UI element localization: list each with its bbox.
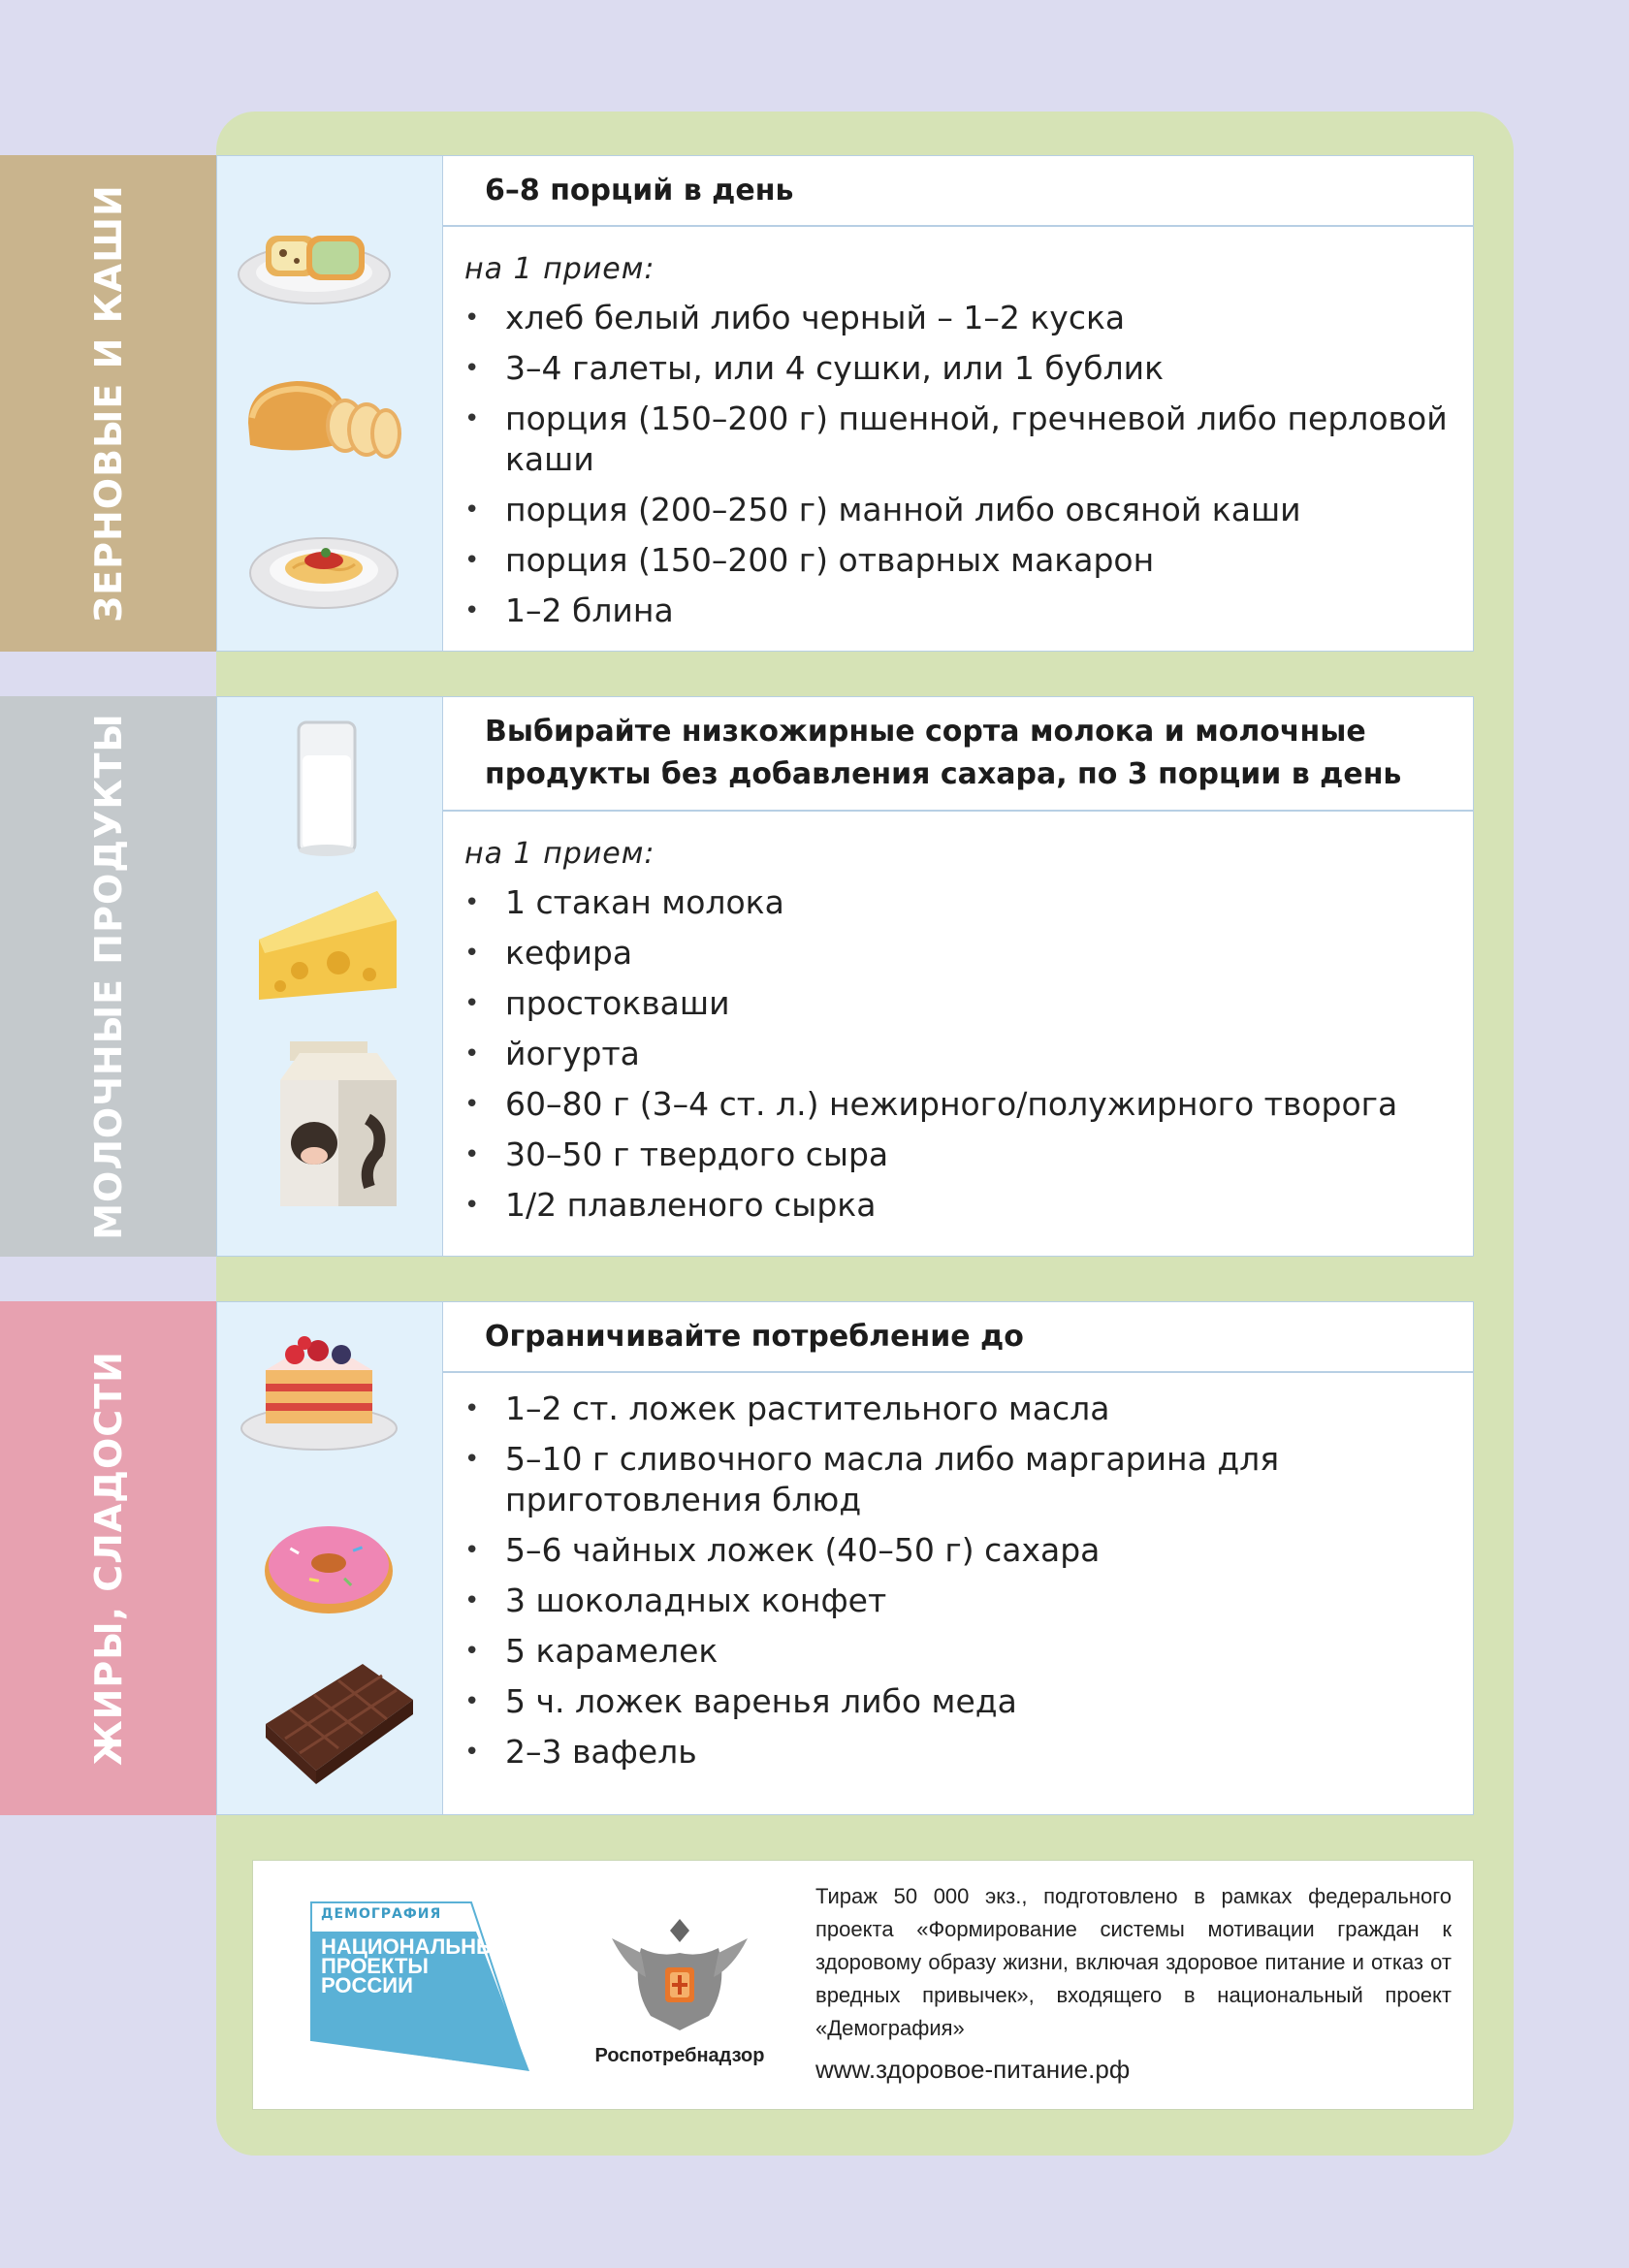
tab-dairy xyxy=(0,696,216,1257)
website-link[interactable]: www.здоровое-питание.рф xyxy=(815,2055,1131,2084)
logo-top-text: ДЕМОГРАФИЯ xyxy=(321,1906,442,1922)
icon-column-dairy xyxy=(216,696,443,1257)
milk-glass-icon xyxy=(293,717,361,862)
list-item: • 5–6 чайных ложек (40–50 г) сахара xyxy=(464,1530,1453,1571)
item-list xyxy=(443,882,1473,1226)
serving-subhead: на 1 прием: xyxy=(464,252,655,286)
card-fats-sweets xyxy=(443,1301,1474,1815)
tab-fats-sweets xyxy=(0,1301,216,1815)
rospotrebnadzor-emblem xyxy=(573,1900,786,2084)
list-item: • 30–50 г твердого сыра xyxy=(464,1134,1453,1175)
header-text: 6–8 порций в день xyxy=(485,173,794,208)
tab-label: ЖИРЫ, СЛАДОСТИ xyxy=(86,1351,130,1766)
agency-name: Роспотребнадзор xyxy=(594,2045,765,2066)
milk-carton-icon xyxy=(261,1032,406,1216)
list-item: • 5 карамелек xyxy=(464,1631,1453,1672)
item-list xyxy=(443,1389,1473,1773)
list-item: • 3 шоколадных конфет xyxy=(464,1581,1453,1621)
tab-grains xyxy=(0,155,216,652)
list-item: • 1 стакан молока xyxy=(464,882,1453,923)
list-item: • 5 ч. ложек варенья либо меда xyxy=(464,1681,1453,1722)
donut-icon xyxy=(261,1511,397,1617)
list-item: • кефира xyxy=(464,933,1453,974)
list-item: • порция (150–200 г) отварных макарон xyxy=(464,540,1453,581)
list-item: • 1/2 плавленого сырка xyxy=(464,1185,1453,1226)
list-item: • 5–10 г сливочного масла либо маргарина для приготовления блюд xyxy=(464,1439,1453,1520)
list-item: • хлеб белый либо черный – 1–2 куска xyxy=(464,298,1453,338)
list-item: • 1–2 блина xyxy=(464,591,1453,631)
icon-column-grains xyxy=(216,155,443,652)
toast-plate-icon xyxy=(237,214,392,311)
list-item: • 60–80 г (3–4 ст. л.) нежирного/полужирного творога xyxy=(464,1084,1453,1125)
card-header xyxy=(443,1302,1473,1373)
item-list xyxy=(443,298,1473,631)
national-projects-logo xyxy=(302,1895,539,2074)
cheese-icon xyxy=(251,881,406,1007)
card-header xyxy=(443,697,1473,812)
bread-loaf-icon xyxy=(239,369,403,466)
list-item: • порция (150–200 г) пшенной, гречневой либо перловой каши xyxy=(464,399,1453,480)
circulation-note: Тираж 50 000 экз., подготовлено в рамках федерального проекта «Формирование системы мотивации граждан к здоровому образу жизни, включая здоровое питание и отказ от вредных привычек», входящего в национальный проект «Демография» xyxy=(815,1884,1452,2040)
logo-main-text: НАЦИОНАЛЬНЫЕ ПРОЕКТЫ РОССИИ xyxy=(321,1934,512,1997)
list-item: • 3–4 галеты, или 4 сушки, или 1 бублик xyxy=(464,348,1453,389)
card-dairy xyxy=(443,696,1474,1257)
list-item: • йогурта xyxy=(464,1034,1453,1074)
list-item: • 1–2 ст. ложек растительного масла xyxy=(464,1389,1453,1429)
list-item: • простокваши xyxy=(464,983,1453,1024)
header-text: Выбирайте низкожирные сорта молока и молочные продукты без добавления сахара, по 3 порции в день xyxy=(485,715,1402,791)
chocolate-bar-icon xyxy=(256,1656,421,1792)
serving-subhead: на 1 прием: xyxy=(464,837,655,871)
list-item: • порция (200–250 г) манной либо овсяной каши xyxy=(464,490,1453,530)
footer xyxy=(252,1860,1474,2110)
icon-column-fats-sweets xyxy=(216,1301,443,1815)
tab-label: ЗЕРНОВЫЕ И КАШИ xyxy=(86,184,130,623)
card-header xyxy=(443,156,1473,227)
eagle-emblem-icon xyxy=(573,1900,786,2045)
spaghetti-plate-icon xyxy=(246,520,401,617)
tab-label: МОЛОЧНЫЕ ПРОДУКТЫ xyxy=(86,713,130,1240)
list-item: • 2–3 вафель xyxy=(464,1732,1453,1773)
header-text: Ограничивайте потребление до xyxy=(485,1319,1024,1354)
cake-slice-icon xyxy=(237,1322,401,1457)
card-grains xyxy=(443,155,1474,652)
